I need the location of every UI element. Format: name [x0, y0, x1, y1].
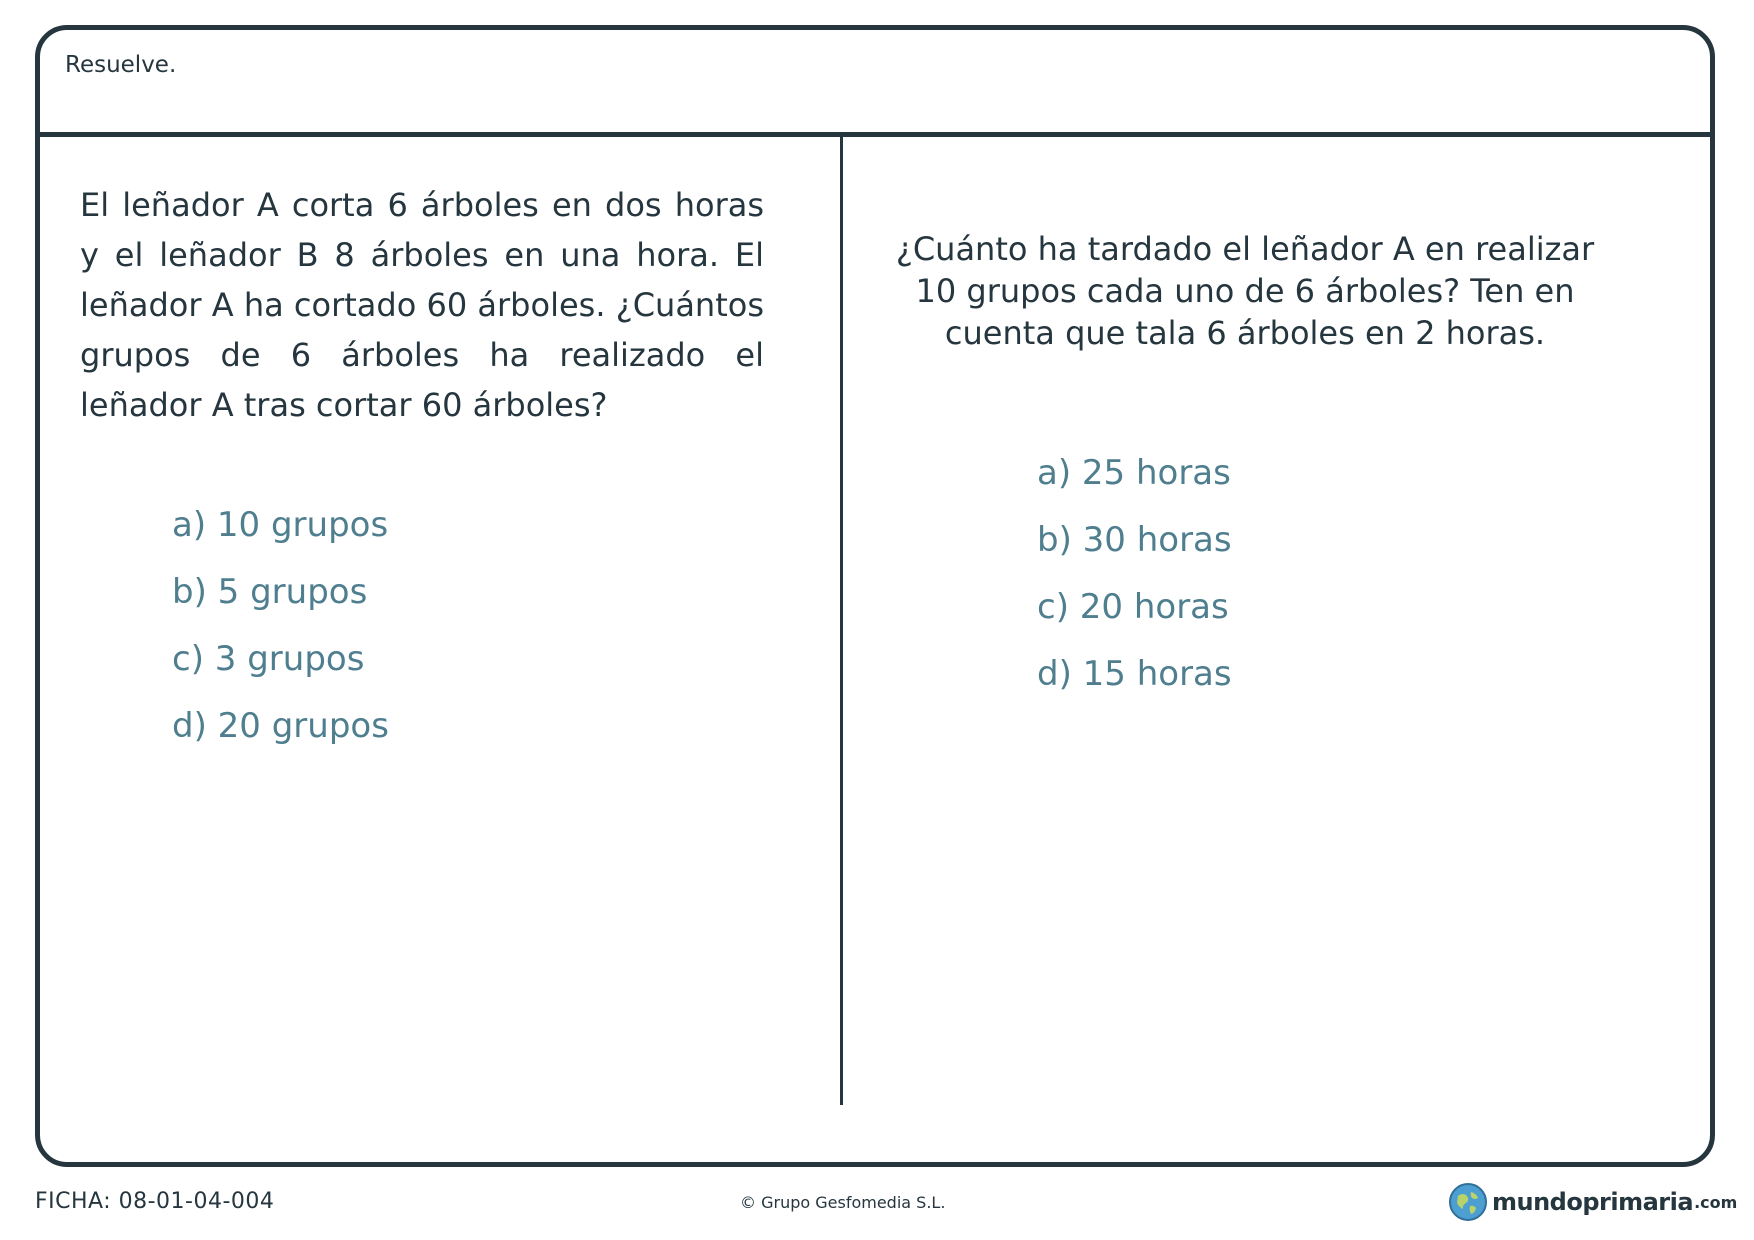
instruction-text: Resuelve.: [65, 52, 177, 78]
option-c: c) 3 grupos: [172, 639, 365, 679]
globe-icon: [1448, 1182, 1488, 1222]
brand-logo: [1448, 1182, 1737, 1222]
copyright-text: © Grupo Gesfomedia S.L.: [740, 1193, 946, 1212]
ficha-code: FICHA: 08-01-04-004: [35, 1189, 275, 1214]
option-b: b) 5 grupos: [172, 572, 368, 612]
problem-right-options: [1037, 440, 1232, 708]
option-b: b) 30 horas: [1037, 520, 1232, 560]
option-d: d) 20 grupos: [172, 706, 389, 746]
header-divider: [40, 132, 1710, 137]
option-d: d) 15 horas: [1037, 654, 1232, 694]
brand-tld: .com: [1694, 1192, 1738, 1212]
option-c: c) 20 horas: [1037, 587, 1229, 627]
brand-name: mundoprimaria: [1492, 1188, 1694, 1216]
option-a: a) 10 grupos: [172, 505, 389, 545]
problem-right-question: ¿Cuánto ha tardado el leñador A en realizar 10 grupos cada uno de 6 árboles? Ten en cuenta que tala 6 árboles en 2 horas.: [895, 230, 1595, 352]
problem-left-options: [172, 492, 389, 760]
column-divider: [840, 137, 843, 1105]
problem-left-question: El leñador A corta 6 árboles en dos horas y el leñador B 8 árboles en una hora. El leñador A ha cortado 60 árboles. ¿Cuántos grupos de 6 árboles ha realizado el leñador A tras cortar 60 árboles?: [80, 186, 764, 424]
option-a: a) 25 horas: [1037, 453, 1231, 493]
